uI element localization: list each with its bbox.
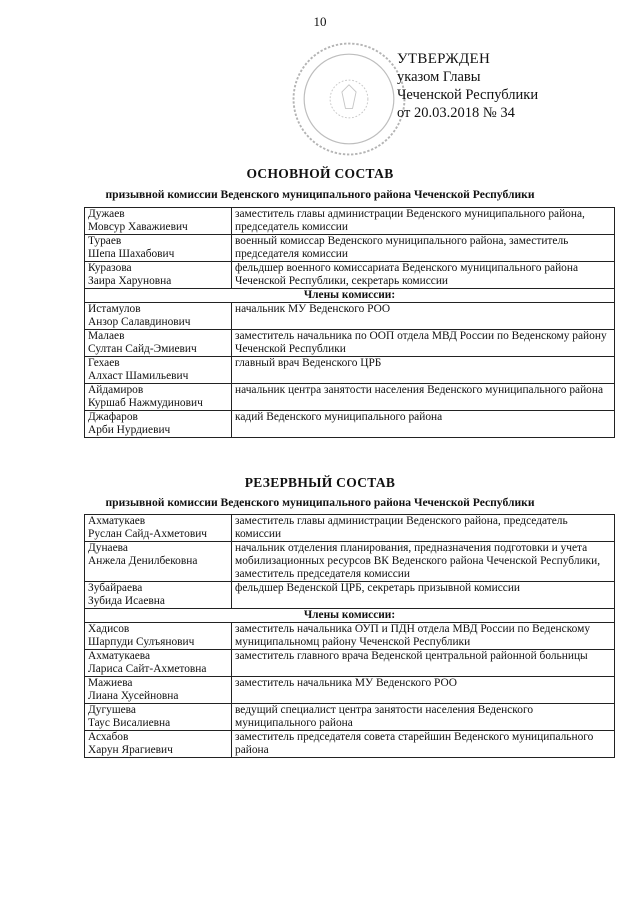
- main-section-subtitle: призывной комиссии Веденского муниципального района Чеченской Республики: [105, 188, 535, 201]
- member-role: [232, 384, 615, 411]
- member-role-line: заместитель начальника ОУП и ПДН отдела МВД России по Веденскому муниципальномц району Чеченской Республики: [235, 623, 591, 648]
- member-name: [85, 262, 232, 289]
- table-row: [85, 650, 615, 677]
- member-role: [232, 208, 615, 235]
- member-name-line: Хадисов: [88, 623, 130, 635]
- table-row: [85, 411, 615, 438]
- member-name-line: Джафаров: [88, 411, 138, 423]
- member-name-line: Шарпуди Сулъянович: [88, 636, 195, 648]
- member-name-line: Куршаб Нажмудинович: [88, 397, 203, 409]
- member-role: [232, 357, 615, 384]
- member-role: [232, 330, 615, 357]
- member-name-line: Дунаева: [88, 542, 128, 554]
- main-roster-table: [84, 207, 615, 438]
- members-group-label: Члены комиссии:: [85, 609, 615, 623]
- approval-date-number: от 20.03.2018 № 34: [397, 105, 515, 121]
- reserve-section-title: РЕЗЕРВНЫЙ СОСТАВ: [244, 475, 396, 490]
- member-name: [85, 411, 232, 438]
- member-role-line: ведущий специалист центра занятости населения Веденского муниципального района: [235, 704, 534, 729]
- member-role-line: заместитель главы администрации Веденского района, председатель комиссии: [235, 515, 568, 540]
- member-name-line: Тураев: [88, 235, 122, 247]
- member-name-line: Султан Сайд-Эмиевич: [88, 343, 197, 355]
- member-role: [232, 262, 615, 289]
- table-row: [85, 303, 615, 330]
- table-row: [85, 623, 615, 650]
- member-role-line: фельдшер военного комиссариата Веденского муниципального района Чеченской Республики, секретарь комиссии: [235, 262, 579, 287]
- member-role: [232, 650, 615, 677]
- member-name: [85, 542, 232, 582]
- reserve-roster-table: [84, 514, 615, 758]
- approval-line: Чеченской Республики: [397, 87, 539, 103]
- member-name-line: Айдамиров: [88, 384, 144, 396]
- member-name-line: Зубида Исаевна: [88, 595, 165, 607]
- member-name-line: Асхабов: [88, 731, 129, 743]
- member-name-line: Гехаев: [88, 357, 120, 369]
- member-name-line: Харун Ярагиевич: [88, 744, 173, 756]
- member-role-line: начальник центра занятости населения Веденского муниципального района: [235, 384, 604, 396]
- member-name-line: Малаев: [88, 330, 125, 342]
- member-name-line: Шепа Шахабович: [88, 248, 175, 260]
- member-name: [85, 303, 232, 330]
- table-row: [85, 289, 615, 303]
- member-name-line: Арби Нурдиевич: [88, 424, 171, 436]
- member-role-line: кадий Веденского муниципального района: [235, 411, 443, 423]
- member-role: [232, 235, 615, 262]
- member-name: [85, 582, 232, 609]
- table-row: [85, 704, 615, 731]
- page-number: 10: [313, 14, 327, 29]
- member-role-line: начальник МУ Веденского РОО: [235, 303, 391, 315]
- member-name-line: Заира Харуновна: [88, 275, 172, 287]
- member-name-line: Лиана Хусейновна: [88, 690, 179, 702]
- member-name-line: Ахматукаева: [88, 650, 151, 662]
- member-name-line: Таус Висалиевна: [88, 717, 171, 729]
- approval-line: указом Главы: [397, 69, 481, 85]
- member-role-line: главный врач Веденского ЦРБ: [235, 357, 382, 369]
- member-role: [232, 677, 615, 704]
- member-role: [232, 542, 615, 582]
- table-row: [85, 609, 615, 623]
- member-name-line: Дужаев: [88, 208, 125, 220]
- approval-block: [397, 50, 538, 122]
- member-name: [85, 235, 232, 262]
- member-name-line: Дугушева: [88, 704, 136, 716]
- member-name-line: Анзор Салавдинович: [88, 316, 191, 328]
- member-name-line: Ахматукаев: [88, 515, 146, 527]
- member-role: [232, 411, 615, 438]
- member-role: [232, 515, 615, 542]
- table-row: [85, 357, 615, 384]
- member-role-line: заместитель главного врача Веденской центральной районной больницы: [235, 650, 588, 662]
- member-name-line: Мовсур Хаважиевич: [88, 221, 188, 233]
- member-name: [85, 650, 232, 677]
- member-name: [85, 731, 232, 758]
- official-seal-stamp: [290, 40, 408, 158]
- reserve-section-subtitle: призывной комиссии Веденского муниципального района Чеченской Республики: [105, 496, 535, 509]
- member-role-line: заместитель начальника по ООП отдела МВД России по Веденскому району Чеченской Республики: [235, 330, 607, 355]
- member-name: [85, 357, 232, 384]
- member-name-line: Истамулов: [88, 303, 141, 315]
- member-name: [85, 623, 232, 650]
- table-row: [85, 262, 615, 289]
- member-name: [85, 677, 232, 704]
- table-row: [85, 731, 615, 758]
- member-name-line: Анжела Денилбековна: [88, 555, 198, 567]
- member-role: [232, 623, 615, 650]
- member-name-line: Алхаст Шамильевич: [88, 370, 189, 382]
- member-name: [85, 208, 232, 235]
- table-row: [85, 542, 615, 582]
- member-role-line: фельдшер Веденской ЦРБ, секретарь призывной комиссии: [235, 582, 521, 594]
- member-role: [232, 303, 615, 330]
- member-name: [85, 704, 232, 731]
- table-row: [85, 677, 615, 704]
- member-role-line: заместитель председателя совета старейшин Веденского муниципального района: [235, 731, 594, 756]
- member-name-line: Куразова: [88, 262, 132, 274]
- table-row: [85, 384, 615, 411]
- member-role: [232, 704, 615, 731]
- member-role-line: заместитель главы администрации Веденского муниципального района, председатель комиссии: [235, 208, 585, 233]
- member-name: [85, 330, 232, 357]
- member-role: [232, 731, 615, 758]
- member-name-line: Мажиева: [88, 677, 133, 689]
- member-name-line: Руслан Сайд-Ахметович: [88, 528, 208, 540]
- main-section-title: ОСНОВНОЙ СОСТАВ: [246, 166, 394, 181]
- table-row: [85, 515, 615, 542]
- table-row: [85, 208, 615, 235]
- approval-title: УТВЕРЖДЕН: [397, 51, 491, 67]
- table-row: [85, 235, 615, 262]
- table-row: [85, 582, 615, 609]
- member-role-line: начальник отделения планирования, предназначения подготовки и учета мобилизационных ресурсов ВК Веденского района Чеченской Республики, заместитель председателя комиссии: [235, 542, 601, 580]
- member-name-line: Лариса Сайт-Ахметовна: [88, 663, 207, 675]
- table-row: [85, 330, 615, 357]
- member-name: [85, 515, 232, 542]
- member-role-line: заместитель начальника МУ Веденского РОО: [235, 677, 457, 689]
- member-role-line: военный комиссар Веденского муниципального района, заместитель председателя комиссии: [235, 235, 569, 260]
- member-name-line: Зубайраева: [88, 582, 143, 594]
- member-role: [232, 582, 615, 609]
- member-name: [85, 384, 232, 411]
- members-group-label: Члены комиссии:: [85, 289, 615, 303]
